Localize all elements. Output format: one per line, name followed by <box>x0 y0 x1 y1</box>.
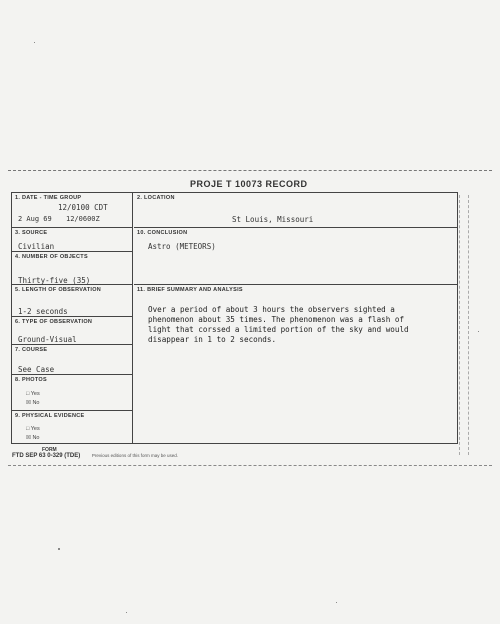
footer-form-label: FORM <box>42 447 57 453</box>
type-cell <box>12 317 132 345</box>
summary-label: 11. BRIEF SUMMARY AND ANALYSIS <box>137 287 243 293</box>
location-value: St Louis, Missouri <box>232 215 314 224</box>
summary-line: Over a period of about 3 hours the observers sighted a <box>148 305 395 314</box>
date-time-zulu: 12/0600Z <box>66 215 100 223</box>
summary-line: phenomenon about 35 times. The phenomenon was a flash of <box>148 315 405 324</box>
summary-line: light that corssed a limited portion of the sky and would <box>148 325 409 334</box>
objects-cell <box>12 252 132 285</box>
source-cell <box>12 228 132 252</box>
top-divider <box>8 170 492 171</box>
photos-cell <box>12 375 132 411</box>
evidence-yes: □ Yes <box>26 426 40 432</box>
right-margin-line-2 <box>468 195 469 455</box>
conclusion-value: Astro (METEORS) <box>148 242 216 251</box>
right-column <box>134 193 458 443</box>
right-margin-line <box>459 195 460 455</box>
footer-note: Previous editions of this form may be used. <box>91 453 178 458</box>
summary-cell <box>134 285 458 443</box>
scan-speck <box>478 331 479 332</box>
length-cell <box>12 285 132 317</box>
objects-label: 4. NUMBER OF OBJECTS <box>15 254 88 260</box>
conclusion-label: 10. CONCLUSION <box>137 230 188 236</box>
course-value: See Case <box>18 365 55 374</box>
left-column <box>12 193 133 443</box>
summary-text <box>148 305 448 345</box>
objects-value: Thirty-five (35) <box>18 276 91 285</box>
evidence-no: ☒ No <box>26 435 40 441</box>
source-value: Civilian <box>18 242 55 251</box>
footer-form-id: FTD SEP 63 0-329 (TDE) <box>12 453 81 459</box>
scan-speck <box>336 602 337 603</box>
record-title: PROJE T 10073 RECORD <box>190 179 308 189</box>
length-value: 1-2 seconds <box>18 307 68 316</box>
scan-speck <box>34 42 35 43</box>
date-time-local: 12/0100 CDT <box>58 203 108 212</box>
photos-label: 8. PHOTOS <box>15 377 47 383</box>
summary-line: disappear in 1 to 2 seconds. <box>148 335 277 344</box>
location-cell <box>134 193 458 228</box>
photos-no: ☒ No <box>26 400 40 406</box>
bottom-divider <box>8 465 492 466</box>
location-label: 2. LOCATION <box>137 195 175 201</box>
date-time-date: 2 Aug 69 <box>18 215 52 223</box>
evidence-label: 9. PHYSICAL EVIDENCE <box>15 413 85 419</box>
scan-speck <box>126 612 127 613</box>
length-label: 5. LENGTH OF OBSERVATION <box>15 287 102 293</box>
scan-speck <box>58 548 60 550</box>
evidence-cell <box>12 411 132 443</box>
form-footer <box>12 447 178 459</box>
date-time-label: 1. DATE - TIME GROUP <box>15 195 82 201</box>
record-form <box>11 192 458 444</box>
course-cell <box>12 345 132 375</box>
course-label: 7. COURSE <box>15 347 48 353</box>
type-label: 6. TYPE OF OBSERVATION <box>15 319 93 325</box>
conclusion-cell <box>134 228 458 285</box>
date-time-cell <box>12 193 132 228</box>
photos-yes: □ Yes <box>26 391 40 397</box>
source-label: 3. SOURCE <box>15 230 48 236</box>
type-value: Ground-Visual <box>18 335 77 344</box>
